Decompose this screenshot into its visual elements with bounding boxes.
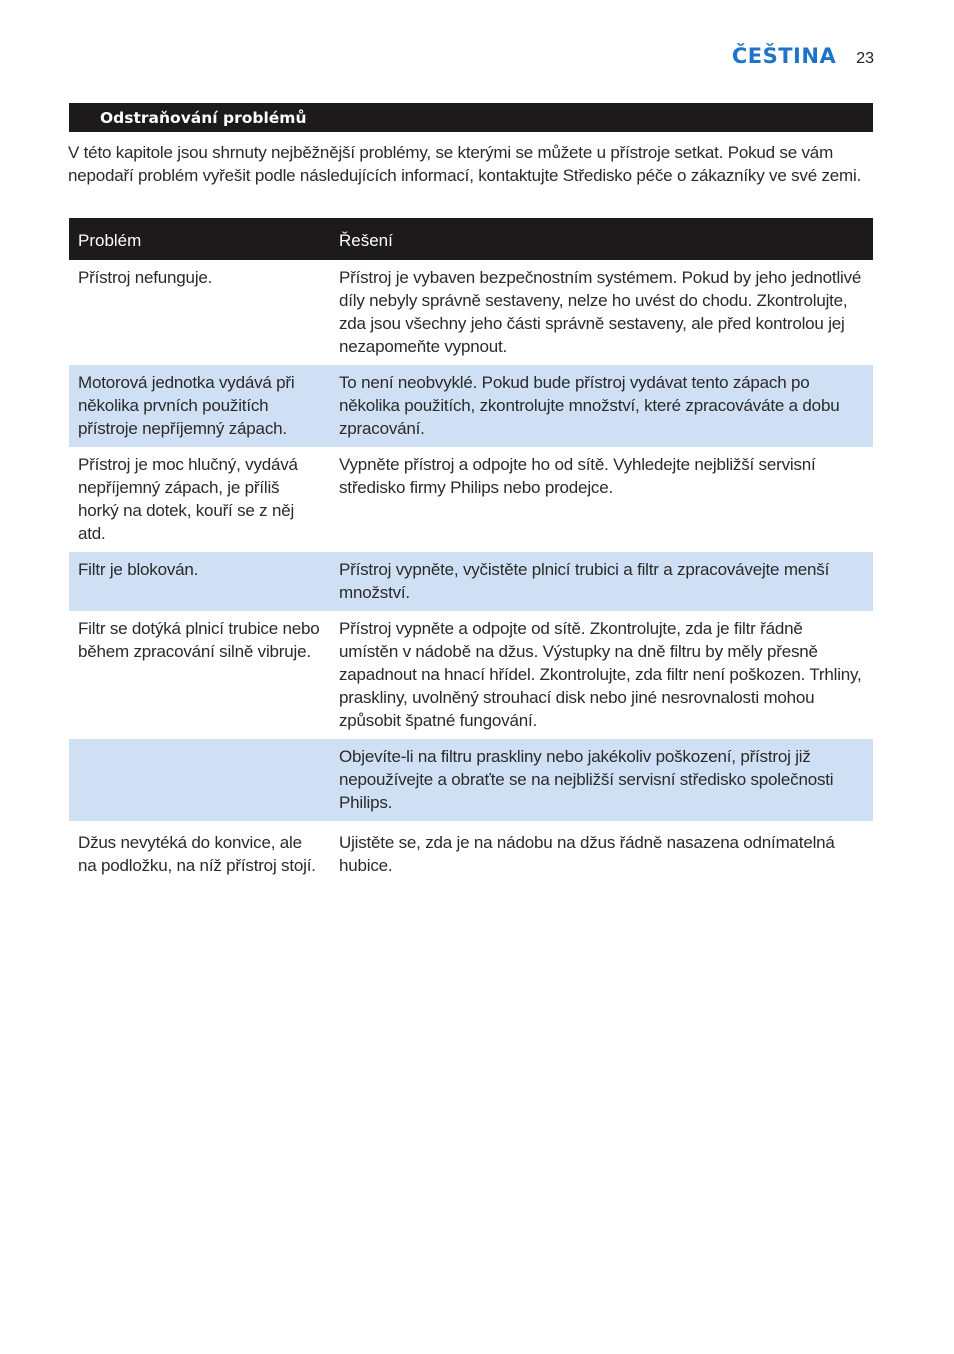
problem-cell bbox=[69, 739, 330, 823]
section-title: Odstraňování problémů bbox=[100, 109, 307, 127]
solution-cell: To není neobvyklé. Pokud bude přístroj vydávat tento zápach po několika použitích, zkontrolujte množství, které zpracováváte a dobu zpracování. bbox=[330, 365, 873, 447]
solution-cell: Ujistěte se, zda je na nádobu na džus řádně nasazena odnímatelná hubice. bbox=[330, 823, 873, 884]
solution-cell: Přístroj je vybaven bezpečnostním systémem. Pokud by jeho jednotlivé díly nebyly správně sestaveny, nelze ho uvést do chodu. Zkontrolujte, zda jsou všechny jeho části správně sestaveny, ale před kontrolou jej nezapomeňte vypnout. bbox=[339, 268, 862, 356]
problem-cell: Filtr se dotýká plnicí trubice nebo během zpracování silně vibruje. bbox=[78, 619, 320, 661]
problem-cell: Motorová jednotka vydává při několika prvních použitích přístroje nepříjemný zápach. bbox=[69, 365, 330, 447]
problem-cell: Přístroj nefunguje. bbox=[78, 268, 213, 287]
solution-cell: Přístroj vypněte a odpojte od sítě. Zkontrolujte, zda je filtr řádně umístěn v nádobě na džus. Výstupky na dně filtru by měly přesně zapadnout na hnací hřídel. Zkontrolujte, zda filtr není poškozen. Trhliny, praskliny, uvolněný strouhací disk nebo jiné nesrovnalosti mohou způsobit špatné fungování. bbox=[339, 619, 862, 730]
column-header-solution: Řešení bbox=[330, 218, 873, 260]
solution-cell: Objevíte-li na filtru praskliny nebo jakékoliv poškození, přístroj již nepoužívejte a obraťte se na nejbližší servisní středisko společnosti Philips. bbox=[330, 739, 873, 823]
section-heading-bar bbox=[69, 103, 873, 132]
table-row bbox=[69, 823, 873, 884]
intro-paragraph: V této kapitole jsou shrnuty nejběžnější problémy, se kterými se můžete u přístroje setkat. Pokud se vám nepodaří problém vyřešit podle následujících informací, kontaktujte Středisko péče o zákazníky ve své zemi. bbox=[68, 143, 862, 185]
page-number: 23 bbox=[856, 50, 874, 67]
table-body bbox=[69, 260, 873, 884]
problem-cell: Džus nevytéká do konvice, ale na podložku, na níž přístroj stojí. bbox=[69, 823, 330, 884]
language-label: ČEŠTINA bbox=[731, 44, 837, 68]
table-row bbox=[69, 739, 873, 823]
table-row bbox=[69, 260, 873, 365]
column-header-problem: Problém bbox=[69, 218, 330, 260]
table-row bbox=[69, 552, 873, 611]
problem-cell: Přístroj je moc hlučný, vydává nepříjemný zápach, je příliš horký na dotek, kouří se z něj atd. bbox=[78, 455, 298, 543]
table-row bbox=[69, 365, 873, 447]
page-header bbox=[732, 44, 874, 68]
table-row bbox=[69, 447, 873, 552]
table-header-row bbox=[69, 218, 873, 260]
table-row bbox=[69, 611, 873, 739]
solution-cell: Vypněte přístroj a odpojte ho od sítě. Vyhledejte nejbližší servisní středisko firmy Philips nebo prodejce. bbox=[339, 455, 816, 497]
troubleshooting-table bbox=[69, 218, 873, 884]
table-header bbox=[69, 218, 873, 260]
solution-cell: Přístroj vypněte, vyčistěte plnicí trubici a filtr a zpracovávejte menší množství. bbox=[330, 552, 873, 611]
problem-cell: Filtr je blokován. bbox=[69, 552, 330, 611]
